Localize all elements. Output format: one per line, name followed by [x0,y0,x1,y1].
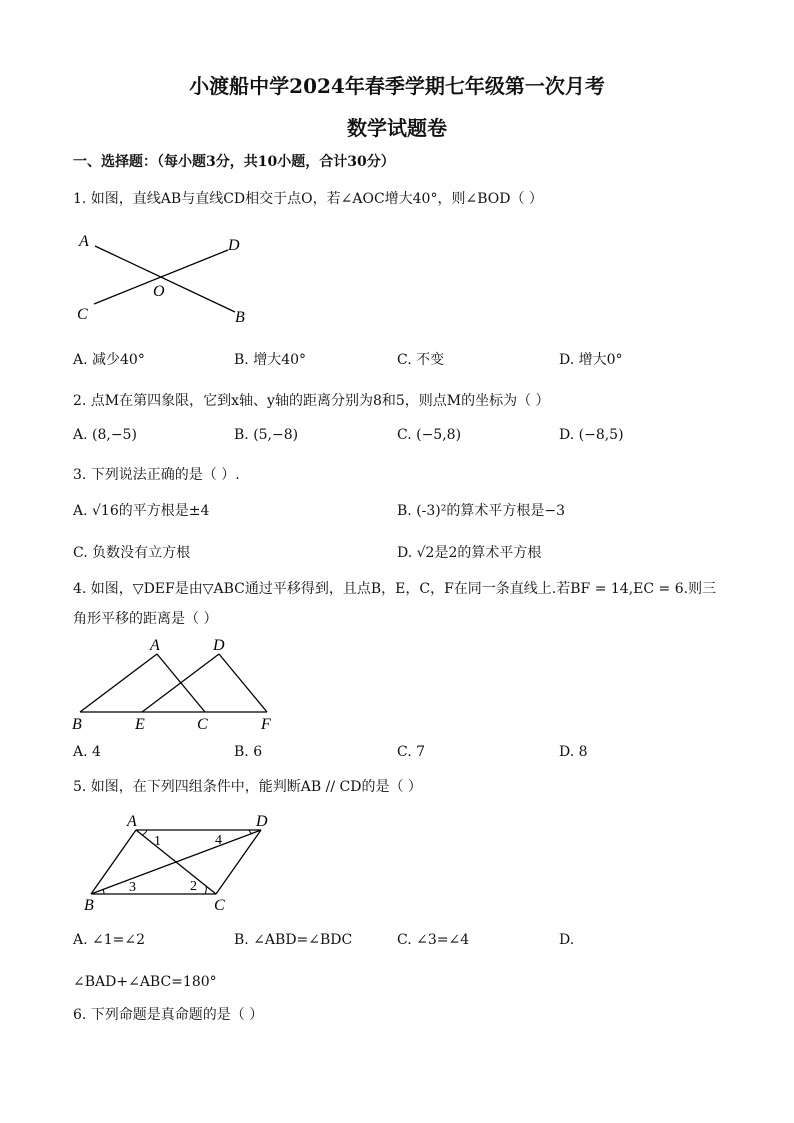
question-4-stem-line2: 角形平移的距离是（ ） [73,611,218,627]
side-ed [142,654,219,712]
question-4-stem-line1: 4. 如图，▽DEF是由▽ABC通过平移得到，且点B，E，C，F在同一条直线上.若BF = 14,EC = 6.则三 [73,581,717,597]
q5-option-c: C. ∠3=∠4 [397,932,470,948]
q4-option-a: A. 4 [73,744,101,760]
q2-option-d: D. (−8,5) [559,427,624,443]
angle-arc-2 [205,886,206,894]
diagonal-bd [91,830,261,894]
label-b: B [235,309,245,326]
q1-option-b: B. 增大40° [234,352,307,368]
label-b: B [72,716,82,733]
label-angle-4: 4 [215,833,222,848]
q1-option-d: D. 增大0° [559,352,623,368]
q4-option-c: C. 7 [397,744,426,760]
question-6-stem: 6. 下列命题是真命题的是（ ） [73,1007,264,1023]
q5-option-a: A. ∠1=∠2 [73,932,146,948]
q3-option-b: B. (-3)²的算术平方根是−3 [397,503,565,519]
question-1-stem: 1. 如图，直线AB与直线CD相交于点O，若∠AOC增大40°，则∠BOD（ ） [73,191,543,207]
section-heading: 一、选择题：（每小题3分，共10小题，合计30分） [73,154,395,170]
question-5-stem: 5. 如图，在下列四组条件中，能判断AB // CD的是（ ） [73,779,422,795]
q2-option-c: C. (−5,8) [397,427,462,443]
label-angle-3: 3 [129,880,136,895]
angle-arc-1 [142,830,147,835]
q5-option-d: D. [559,932,575,948]
question-3-stem: 3. 下列说法正确的是（ ）. [73,467,240,483]
question-2-stem: 2. 点M在第四象限，它到x轴、y轴的距离分别为8和5，则点M的坐标为（ ） [73,393,550,409]
page-title: 小渡船中学2024年春季学期七年级第一次月考 [189,74,605,98]
label-a: A [127,813,137,830]
question-5-figure [76,808,286,916]
q5-option-d-continued: ∠BAD+∠ABC=180° [73,974,217,990]
label-b: B [84,897,94,914]
q2-option-a: A. (8,−5) [73,427,137,443]
q2-option-b: B. (5,−8) [234,427,299,443]
page-subtitle: 数学试题卷 [347,116,447,140]
side-df [219,654,267,712]
q4-option-d: D. 8 [559,744,588,760]
side-ba [80,654,157,712]
label-angle-1: 1 [154,834,161,849]
q3-option-c: C. 负数没有立方根 [73,545,191,561]
label-f: F [261,716,271,733]
label-angle-2: 2 [190,879,197,894]
q3-option-a: A. √16的平方根是±4 [73,503,210,519]
q1-option-c: C. 不变 [397,352,445,368]
label-c: C [197,716,208,733]
q4-option-b: B. 6 [234,744,263,760]
label-o: O [153,283,165,300]
label-c: C [77,306,88,323]
label-c: C [214,897,225,914]
label-e: E [135,716,145,733]
question-1-figure [70,228,260,328]
label-d: D [228,237,240,254]
question-4-figure [66,632,286,734]
q1-option-a: A. 减少40° [73,352,145,368]
label-d: D [213,637,225,654]
label-a: A [150,637,160,654]
label-d: D [256,813,268,830]
label-a: A [79,233,89,250]
side-dc [216,830,261,894]
q3-option-d: D. √2是2的算术平方根 [397,545,542,561]
q5-option-b: B. ∠ABD=∠BDC [234,932,353,948]
